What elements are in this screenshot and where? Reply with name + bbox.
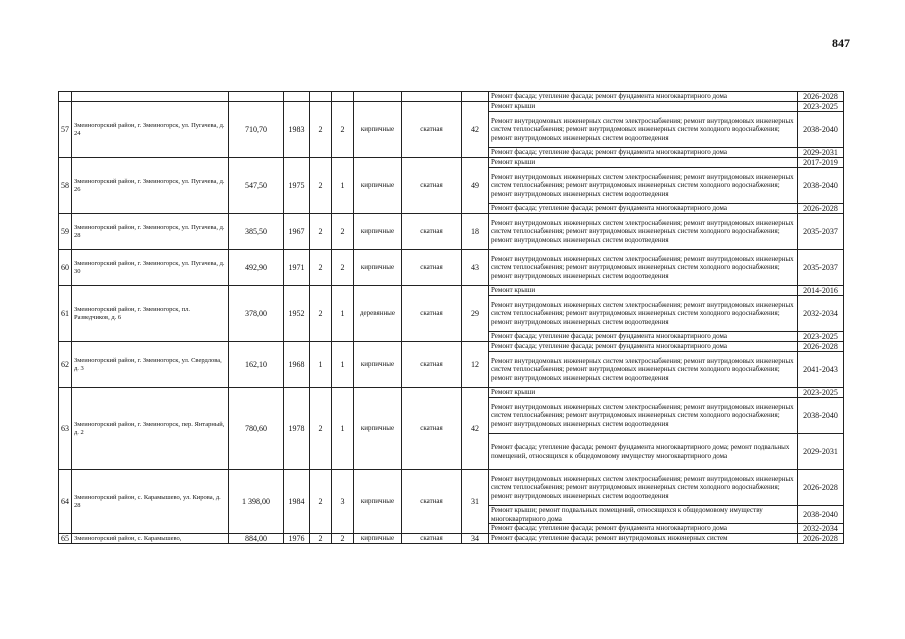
wall-material-cell: кирпичные (354, 250, 402, 286)
repair-schedule-table (58, 91, 844, 544)
roof-type-cell: скатная (402, 286, 462, 342)
empty-cell (284, 92, 310, 102)
empty-cell (229, 92, 284, 102)
year-built-cell: 1975 (284, 158, 310, 214)
area-cell: 547,50 (229, 158, 284, 214)
work-period-cell: 2038-2040 (798, 168, 844, 204)
work-description-cell: Ремонт фасада; утепление фасада; ремонт внутридомовых инженерных систем (489, 534, 798, 544)
table-row (59, 250, 844, 286)
address-cell: Змеиногорский район, с. Карамышево, (72, 534, 229, 544)
work-period-cell: 2041-2043 (798, 352, 844, 388)
work-period-cell: 2038-2040 (798, 112, 844, 148)
roof-type-cell: скатная (402, 250, 462, 286)
year-built-cell: 1967 (284, 214, 310, 250)
table-row (59, 470, 844, 506)
work-description-cell: Ремонт фасада; утепление фасада; ремонт фундамента многоквартирного дома; ремонт подвальных помещений, относящихся к общедомовому имуществу многоквартирного дома (489, 434, 798, 470)
roof-type-cell: скатная (402, 388, 462, 470)
wall-material-cell: кирпичные (354, 342, 402, 388)
floors-cell: 2 (310, 470, 332, 534)
address-cell: Змеиногорский район, г. Змеиногорск, ул. Пугачева, д. 24 (72, 102, 229, 158)
address-cell: Змеиногорский район, г. Змеиногорск, ул. Свердлова, д. 3 (72, 342, 229, 388)
wall-material-cell: кирпичные (354, 470, 402, 534)
work-period-cell: 2026-2028 (798, 534, 844, 544)
address-cell: Змеиногорский район, с. Карамышево, ул. Кирова, д. 28 (72, 470, 229, 534)
floors-cell: 2 (310, 102, 332, 158)
empty-cell (332, 92, 354, 102)
empty-cell (402, 92, 462, 102)
floors-cell: 1 (310, 342, 332, 388)
entrances-cell: 2 (332, 250, 354, 286)
work-period-cell: 2035-2037 (798, 250, 844, 286)
work-period-cell: 2026-2028 (798, 470, 844, 506)
wall-material-cell: кирпичные (354, 158, 402, 214)
table-row (59, 102, 844, 112)
address-cell: Змеиногорский район, г. Змеиногорск, ул. Пугачева, д. 28 (72, 214, 229, 250)
wall-material-cell: деревянные (354, 286, 402, 342)
work-period-cell: 2032-2034 (798, 296, 844, 332)
work-description-cell: Ремонт крыши; ремонт подвальных помещений, относящихся к общедомовому имуществу многоквартирного дома (489, 506, 798, 524)
roof-type-cell: скатная (402, 214, 462, 250)
year-built-cell: 1968 (284, 342, 310, 388)
roof-type-cell: скатная (402, 534, 462, 544)
work-description-cell: Ремонт фасада; утепление фасада; ремонт фундамента многоквартирного дома (489, 524, 798, 534)
entrances-cell: 2 (332, 214, 354, 250)
work-period-cell: 2032-2034 (798, 524, 844, 534)
work-period-cell: 2038-2040 (798, 398, 844, 434)
address-cell: Змеиногорский район, г. Змеиногорск, пл. Разведчиков, д. 6 (72, 286, 229, 342)
work-description-cell: Ремонт фасада; утепление фасада; ремонт фундамента многоквартирного дома (489, 332, 798, 342)
area-cell: 1 398,00 (229, 470, 284, 534)
table-row (59, 92, 844, 102)
work-period-cell: 2029-2031 (798, 148, 844, 158)
wall-material-cell: кирпичные (354, 388, 402, 470)
entrances-cell: 1 (332, 158, 354, 214)
work-description-cell: Ремонт крыши (489, 158, 798, 168)
year-built-cell: 1952 (284, 286, 310, 342)
work-period-cell: 2029-2031 (798, 434, 844, 470)
row-number-cell: 57 (59, 102, 72, 158)
row-number-cell: 58 (59, 158, 72, 214)
work-period-cell: 2038-2040 (798, 506, 844, 524)
apartments-cell: 31 (462, 470, 489, 534)
empty-cell (310, 92, 332, 102)
floors-cell: 2 (310, 286, 332, 342)
floors-cell: 2 (310, 388, 332, 470)
page-number: 847 (832, 36, 850, 50)
empty-cell (354, 92, 402, 102)
work-description-cell: Ремонт внутридомовых инженерных систем электроснабжения; ремонт внутридомовых инженерных систем теплоснабжения; ремонт внутридомовых инженерных систем холодного водоснабжения; ремонт внутридомовых инженерных систем водоотведения (489, 296, 798, 332)
work-period-cell: 2023-2025 (798, 388, 844, 398)
floors-cell: 2 (310, 250, 332, 286)
floors-cell: 2 (310, 158, 332, 214)
work-period-cell: 2026-2028 (798, 204, 844, 214)
row-number-cell: 64 (59, 470, 72, 534)
entrances-cell: 2 (332, 102, 354, 158)
year-built-cell: 1978 (284, 388, 310, 470)
empty-cell (72, 92, 229, 102)
year-built-cell: 1984 (284, 470, 310, 534)
work-description-cell: Ремонт фасада; утепление фасада; ремонт фундамента многоквартирного дома (489, 92, 798, 102)
work-period-cell: 2026-2028 (798, 342, 844, 352)
wall-material-cell: кирпичные (354, 534, 402, 544)
entrances-cell: 1 (332, 342, 354, 388)
table-row (59, 158, 844, 168)
roof-type-cell: скатная (402, 158, 462, 214)
work-description-cell: Ремонт фасада; утепление фасада; ремонт фундамента многоквартирного дома (489, 204, 798, 214)
apartments-cell: 34 (462, 534, 489, 544)
work-description-cell: Ремонт внутридомовых инженерных систем электроснабжения; ремонт внутридомовых инженерных систем теплоснабжения; ремонт внутридомовых инженерных систем холодного водоснабжения; ремонт внутридомовых инженерных систем водоотведения (489, 398, 798, 434)
row-number-cell: 59 (59, 214, 72, 250)
entrances-cell: 2 (332, 534, 354, 544)
area-cell: 162,10 (229, 342, 284, 388)
address-cell: Змеиногорский район, г. Змеиногорск, ул. Пугачева, д. 26 (72, 158, 229, 214)
work-period-cell: 2014-2016 (798, 286, 844, 296)
area-cell: 492,90 (229, 250, 284, 286)
work-description-cell: Ремонт крыши (489, 388, 798, 398)
roof-type-cell: скатная (402, 102, 462, 158)
work-period-cell: 2023-2025 (798, 332, 844, 342)
apartments-cell: 42 (462, 388, 489, 470)
row-number-cell: 62 (59, 342, 72, 388)
wall-material-cell: кирпичные (354, 102, 402, 158)
row-number-cell: 61 (59, 286, 72, 342)
roof-type-cell: скатная (402, 470, 462, 534)
work-description-cell: Ремонт фасада; утепление фасада; ремонт фундамента многоквартирного дома (489, 148, 798, 158)
wall-material-cell: кирпичные (354, 214, 402, 250)
work-description-cell: Ремонт крыши (489, 286, 798, 296)
floors-cell: 2 (310, 214, 332, 250)
table-row (59, 342, 844, 352)
work-period-cell: 2017-2019 (798, 158, 844, 168)
row-number-cell: 65 (59, 534, 72, 544)
table-row (59, 534, 844, 544)
apartments-cell: 42 (462, 102, 489, 158)
floors-cell: 2 (310, 534, 332, 544)
row-number-cell: 60 (59, 250, 72, 286)
work-description-cell: Ремонт внутридомовых инженерных систем электроснабжения; ремонт внутридомовых инженерных систем теплоснабжения; ремонт внутридомовых инженерных систем холодного водоснабжения; ремонт внутридомовых инженерных систем водоотведения (489, 112, 798, 148)
table-row (59, 388, 844, 398)
work-period-cell: 2026-2028 (798, 92, 844, 102)
work-description-cell: Ремонт внутридомовых инженерных систем электроснабжения; ремонт внутридомовых инженерных систем теплоснабжения; ремонт внутридомовых инженерных систем холодного водоснабжения; ремонт внутридомовых инженерных систем водоотведения (489, 214, 798, 250)
work-description-cell: Ремонт внутридомовых инженерных систем электроснабжения; ремонт внутридомовых инженерных систем теплоснабжения; ремонт внутридомовых инженерных систем холодного водоснабжения; ремонт внутридомовых инженерных систем водоотведения (489, 168, 798, 204)
area-cell: 378,00 (229, 286, 284, 342)
apartments-cell: 12 (462, 342, 489, 388)
year-built-cell: 1983 (284, 102, 310, 158)
address-cell: Змеиногорский район, г. Змеиногорск, ул. Пугачева, д. 30 (72, 250, 229, 286)
area-cell: 884,00 (229, 534, 284, 544)
table-row (59, 286, 844, 296)
empty-cell (462, 92, 489, 102)
apartments-cell: 43 (462, 250, 489, 286)
entrances-cell: 1 (332, 388, 354, 470)
area-cell: 780,60 (229, 388, 284, 470)
apartments-cell: 29 (462, 286, 489, 342)
area-cell: 710,70 (229, 102, 284, 158)
table-row (59, 214, 844, 250)
entrances-cell: 3 (332, 470, 354, 534)
year-built-cell: 1976 (284, 534, 310, 544)
roof-type-cell: скатная (402, 342, 462, 388)
address-cell: Змеиногорский район, г. Змеиногорск, пер. Янтарный, д. 2 (72, 388, 229, 470)
row-number-cell: 63 (59, 388, 72, 470)
area-cell: 385,50 (229, 214, 284, 250)
work-description-cell: Ремонт фасада; утепление фасада; ремонт фундамента многоквартирного дома (489, 342, 798, 352)
year-built-cell: 1971 (284, 250, 310, 286)
work-description-cell: Ремонт внутридомовых инженерных систем электроснабжения; ремонт внутридомовых инженерных систем теплоснабжения; ремонт внутридомовых инженерных систем холодного водоснабжения; ремонт внутридомовых инженерных систем водоотведения (489, 470, 798, 506)
apartments-cell: 18 (462, 214, 489, 250)
work-description-cell: Ремонт крыши (489, 102, 798, 112)
work-period-cell: 2023-2025 (798, 102, 844, 112)
apartments-cell: 49 (462, 158, 489, 214)
work-period-cell: 2035-2037 (798, 214, 844, 250)
entrances-cell: 1 (332, 286, 354, 342)
work-description-cell: Ремонт внутридомовых инженерных систем электроснабжения; ремонт внутридомовых инженерных систем теплоснабжения; ремонт внутридомовых инженерных систем холодного водоснабжения; ремонт внутридомовых инженерных систем водоотведения (489, 352, 798, 388)
empty-cell (59, 92, 72, 102)
work-description-cell: Ремонт внутридомовых инженерных систем электроснабжения; ремонт внутридомовых инженерных систем теплоснабжения; ремонт внутридомовых инженерных систем холодного водоснабжения; ремонт внутридомовых инженерных систем водоотведения (489, 250, 798, 286)
